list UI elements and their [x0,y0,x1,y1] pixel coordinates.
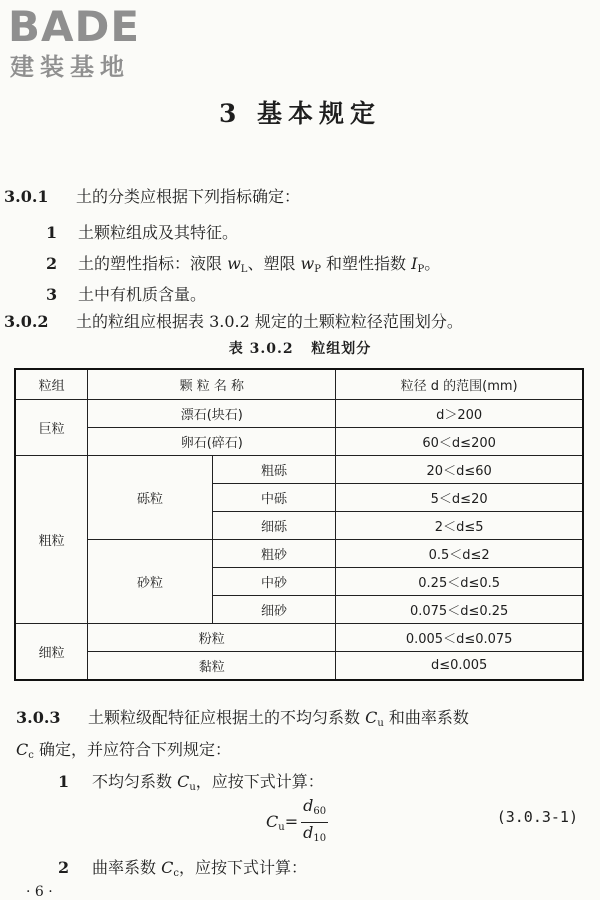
clause-3-0-3-line-2 [16,739,231,767]
logo-subtitle: 建装基地 [10,53,130,81]
grain-range: 0.005＜d≤0.075 [336,624,583,652]
symbol-sub: P [314,264,321,275]
item-number: 1 [46,223,58,242]
grain-name: 黏粒 [88,652,336,681]
header-name: 颗 粒 名 称 [88,369,336,400]
table-row [15,456,583,484]
symbol-i: I [411,254,418,273]
clause-text-a: 土颗粒级配特征应根据土的不均匀系数 [88,708,366,727]
clause-3-0-1-item-2 [46,253,440,281]
item-text-a: 曲率系数 [92,858,162,877]
clause-text: 土的分类应根据下列指标确定： [76,187,301,206]
grain-name: 粉粒 [88,624,336,652]
grain-size-table [14,368,584,681]
clause-text: 土的粒组应根据表 3.0.2 规定的土颗粒粒径范围划分。 [76,312,463,331]
clause-text-b: 和曲率系数 [383,708,469,727]
clause-3-0-1-item-3 [46,284,206,306]
clause-number: 3.0.2 [4,312,49,331]
numerator-sub: 60 [313,806,327,817]
formula-fraction [301,796,328,849]
clause-3-0-2 [4,311,463,333]
grain-range: 2＜d≤5 [336,512,583,540]
formula-lhs: C [266,812,279,831]
symbol-sub: L [240,264,248,275]
clause-3-0-1-item-1 [46,222,238,244]
equation-number: (3.0.3-1) [496,808,578,826]
table-row [15,652,583,681]
grain-name: 粗砾 [212,456,336,484]
table-row [15,428,583,456]
symbol-sub: c [28,750,34,761]
grain-range: 0.25＜d≤0.5 [336,568,583,596]
formula-cu [266,796,328,849]
clause-3-0-3 [16,707,469,735]
grain-name: 漂石(块石) [88,400,336,428]
symbol-sub: u [189,782,196,793]
page-number: · 6 · [26,884,53,900]
group-ju: 巨粒 [15,400,88,456]
denominator-symbol: d [303,823,314,842]
item-text-d: 。 [424,254,441,273]
item-text: 土颗粒组成及其特征。 [78,223,239,242]
clause-number: 3.0.3 [16,708,61,727]
grain-name: 中砂 [212,568,336,596]
grain-name: 细砂 [212,596,336,624]
symbol-c: C [161,858,174,877]
symbol-sub: u [377,718,384,729]
item-text-a: 不均匀系数 [92,772,178,791]
item-text-b: 、塑限 [247,254,301,273]
item-number: 2 [46,254,58,273]
grain-name: 中砾 [212,484,336,512]
formula-equals: = [284,812,299,831]
table-caption-title: 粒组划分 [311,341,372,357]
item-number: 1 [58,772,70,791]
symbol-w: w [227,254,241,273]
grain-range: 5＜d≤20 [336,484,583,512]
formula-lhs-sub: u [278,822,285,833]
table-row [15,400,583,428]
clause-3-0-1 [4,186,300,208]
grain-range: 0.5＜d≤2 [336,540,583,568]
table-header-row [15,369,583,400]
item-text-b: ，应按下式计算： [195,772,324,791]
numerator-symbol: d [303,796,314,815]
symbol-w: w [300,254,315,273]
clause-text: 确定，并应符合下列规定： [33,740,231,759]
grain-range: d≤0.005 [336,652,583,681]
logo-mark: BADE [8,2,141,51]
logo [8,4,188,88]
grain-range: 60＜d≤200 [336,428,583,456]
item-text: 土中有机质含量。 [78,285,207,304]
symbol-c: C [177,772,190,791]
table-caption-number: 表 3.0.2 [228,341,294,357]
grain-range: 20＜d≤60 [336,456,583,484]
grain-name: 粗砂 [212,540,336,568]
item-number: 3 [46,285,58,304]
group-xi: 细粒 [15,624,88,681]
clause-3-0-3-item-1 [58,771,324,799]
chapter-title: 3 基本规定 [218,99,382,128]
table-caption [0,338,600,358]
subgroup-li: 砾粒 [88,456,213,540]
header-group: 粒组 [15,369,88,400]
symbol-c: C [365,708,378,727]
fraction-numerator [301,796,328,823]
grain-range: d＞200 [336,400,583,428]
table-row [15,540,583,568]
table-row [15,624,583,652]
symbol-sub: c [173,868,179,879]
clause-number: 3.0.1 [4,187,49,206]
symbol-c: C [16,740,29,759]
symbol-sub: P [417,264,425,275]
grain-name: 卵石(碎石) [88,428,336,456]
subgroup-sha: 砂粒 [88,540,213,624]
denominator-sub: 10 [313,833,327,844]
clause-3-0-3-item-2 [58,857,307,885]
item-text-a: 土的塑性指标：液限 [78,254,228,273]
header-range: 粒径 d 的范围(mm) [336,369,583,400]
grain-range: 0.075＜d≤0.25 [336,596,583,624]
item-number: 2 [58,858,70,877]
item-text-c: 和塑性指数 [320,254,412,273]
fraction-denominator [301,823,328,849]
item-text-b: ，应按下式计算： [178,858,307,877]
group-cu: 粗粒 [15,456,88,624]
grain-name: 细砾 [212,512,336,540]
